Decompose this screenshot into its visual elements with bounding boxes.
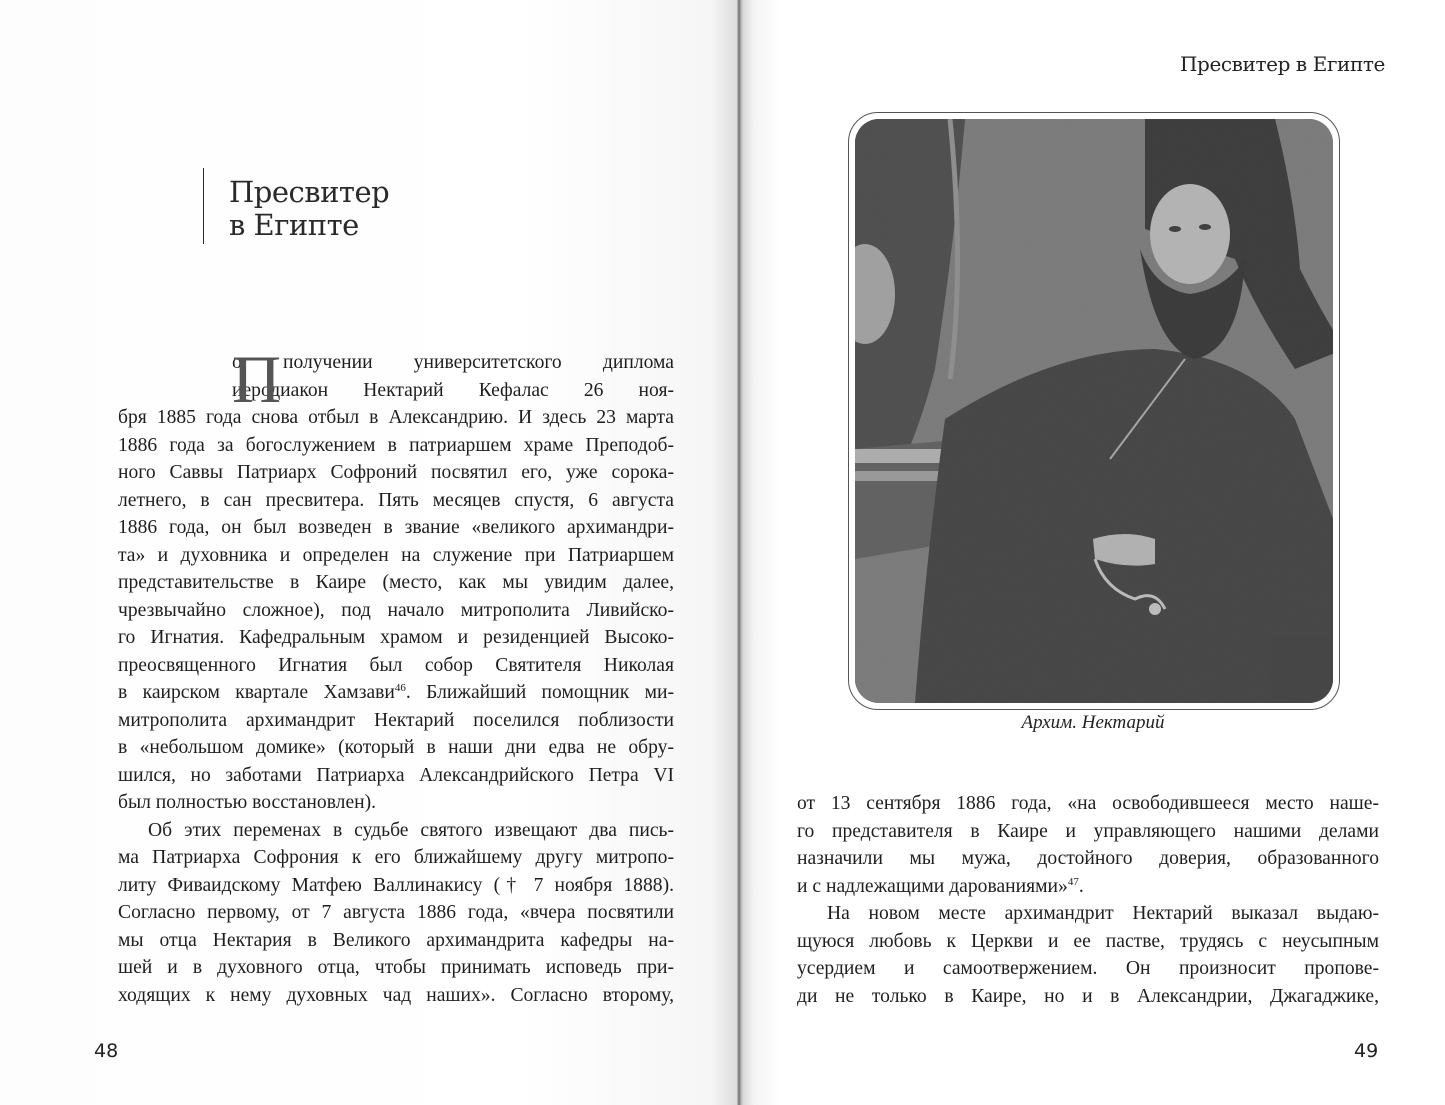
text-line: го Игнатия. Кафедральным храмом и резиденцией Высоко- [118, 627, 674, 648]
text-fragment: . [1078, 875, 1084, 897]
drop-cap: П [232, 341, 282, 417]
chapter-title-line-1: Пресвитер [229, 175, 390, 209]
text-line: 1886 года за богослужением в патриаршем храме Преподоб- [118, 434, 674, 456]
text-line: в «небольшом домике» (который в наши дни едва не обру- [118, 737, 674, 758]
page-number-right: 49 [1354, 1040, 1379, 1062]
portrait-photo-icon [855, 119, 1333, 703]
text-line: преосвященного Игнатия был собор Святителя Николая [118, 654, 674, 676]
paragraph-3 [797, 790, 1379, 900]
text-line: о получении университетского диплома [232, 352, 674, 373]
text-line: ходящих к нему духовных чад наших». Согласно второму, [118, 984, 674, 1006]
text-line-with-footnote [118, 679, 674, 707]
text-fragment: . Ближайший помощник ми- [405, 682, 674, 703]
text-line: Согласно первому, от 7 августа 1886 года, «вчера посвятили [118, 902, 674, 923]
text-line: та» и духовника и определен на служение при Патриаршем [118, 544, 674, 566]
text-line: шился, но заботами Патриарха Александрийского Петра VI [118, 764, 674, 786]
text-line: был полностью восстановлен). [118, 792, 377, 813]
text-line: щуюся любовь к Церкви и ее пастве, трудясь с неусыпным [797, 930, 1379, 952]
footnote-ref-46[interactable]: 46 [394, 682, 406, 694]
text-line: митрополита архимандрит Нектарий поселился поблизости [118, 709, 674, 731]
text-line: литу Фиваидскому Матфею Валлинакису († 7 ноября 1888). [118, 874, 674, 896]
text-line: ди не только в Каире, но и в Александрии, Джагаджике, [797, 985, 1379, 1007]
text-line: 1886 года, он был возведен в звание «великого архимандри- [118, 517, 674, 538]
text-line: иеродиакон Нектарий Кефалас 26 ноя- [232, 379, 674, 401]
page-number-left: 48 [94, 1040, 119, 1062]
text-line: Об этих переменах в судьбе святого извещают два пись- [148, 819, 674, 841]
portrait-illustration [855, 119, 1333, 703]
text-line: мы отца Нектария в Великого архимандрита кафедры на- [118, 929, 674, 951]
text-line: ного Саввы Патриарх Софроний посвятил его, уже сорока- [118, 462, 674, 483]
running-header: Пресвитер в Египте [1180, 52, 1385, 76]
chapter-title [229, 176, 389, 242]
text-line: летнего, в сан пресвитера. Пять месяцев спустя, 6 августа [118, 489, 674, 511]
text-line: чрезвычайно сложное), под начало митрополита Ливийско- [118, 599, 674, 621]
text-line: бря 1885 года снова отбыл в Александрию. И здесь 23 марта [118, 407, 674, 428]
right-body-text [797, 790, 1379, 1010]
chapter-title-line-2: в Египте [229, 208, 359, 242]
paragraph-2 [118, 817, 674, 1010]
text-fragment: в каирском квартале Хамзави [118, 682, 395, 703]
text-fragment: и с надлежащими дарованиями» [797, 875, 1068, 897]
text-line: усердием и самоотвержением. Он произносит пропове- [797, 958, 1379, 979]
photo-caption: Архим. Нектарий [1021, 712, 1165, 733]
text-line: от 13 сентября 1886 года, «на освободившееся место наше- [797, 793, 1379, 814]
book-gutter [737, 0, 741, 1105]
portrait-frame [848, 112, 1340, 710]
text-line-with-footnote [797, 873, 1379, 901]
text-line: шей и в духовного отца, чтобы принимать исповедь при- [118, 957, 674, 978]
paragraph-4 [797, 900, 1379, 1010]
text-line: ма Патриарха Софрония к его ближайшему другу митропо- [118, 847, 674, 868]
text-line: назначили мы мужа, достойного доверия, образованного [797, 848, 1379, 869]
paragraph-1 [118, 341, 674, 817]
footnote-ref-47[interactable]: 47 [1067, 875, 1079, 888]
text-line: представительстве в Каире (место, как мы увидим далее, [118, 572, 674, 593]
left-body-text [118, 341, 674, 1009]
text-line: На новом месте архимандрит Нектарий выказал выдаю- [827, 903, 1379, 924]
chapter-title-rule [203, 168, 204, 244]
text-line: го представителя в Каире и управляющего нашими делами [797, 820, 1379, 842]
